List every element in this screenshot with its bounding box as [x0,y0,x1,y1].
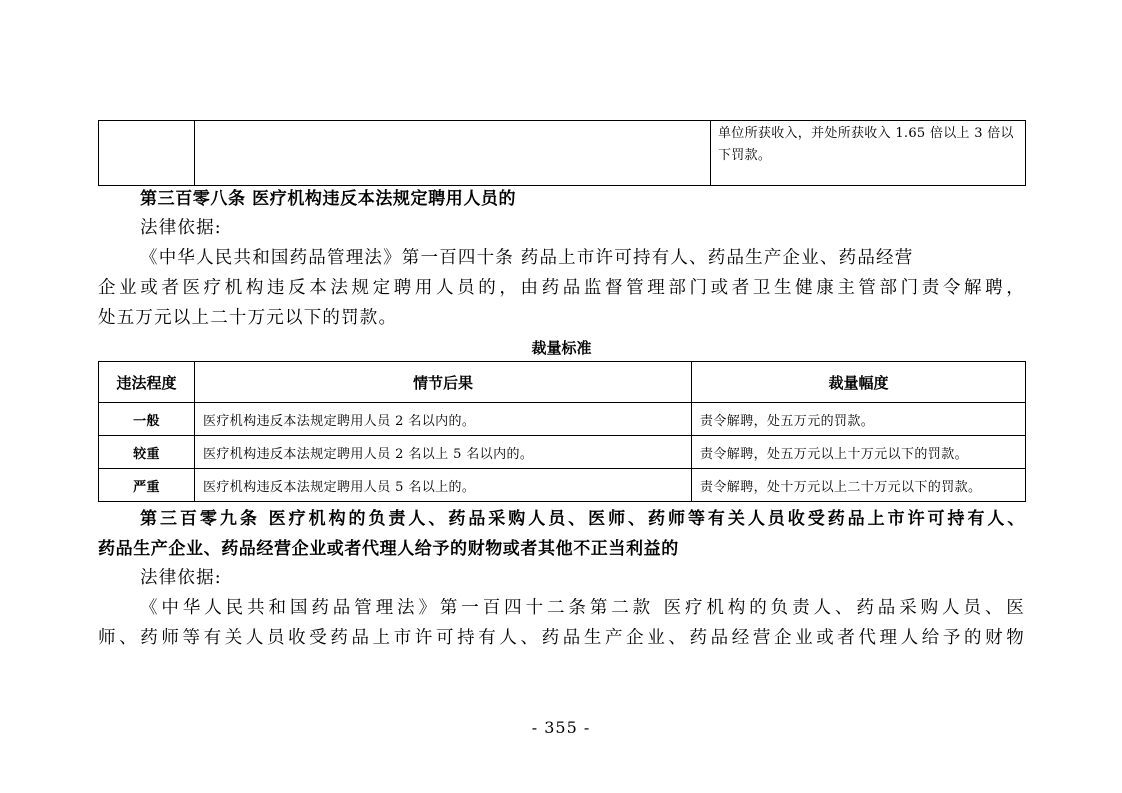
column-header-level: 违法程度 [99,362,195,403]
empty-cell [99,121,195,186]
continuation-table [98,120,1026,186]
article-308-basis-label: 法律依据: [140,218,222,238]
level-cell: 较重 [99,436,195,469]
level-cell: 一般 [99,403,195,436]
article-309-basis-label: 法律依据: [140,568,222,588]
article-309-paragraph-line: 《中华人民共和国药品管理法》第一百四十二条第二款 医疗机构的负责人、药品采购人员、医 [140,598,1025,618]
article-308-paragraph-line: 处五万元以上二十万元以下的罚款。 [98,308,398,328]
penalty-cell: 单位所获收入，并处所获收入 1.65 倍以上 3 倍以下罚款。 [711,121,1026,186]
penalty-cell: 责令解聘，处十万元以上二十万元以下的罚款。 [692,469,1026,502]
circumstance-cell: 医疗机构违反本法规定聘用人员 2 名以上 5 名以内的。 [195,436,692,469]
table-row [99,403,1026,436]
standards-table [98,361,1026,502]
column-header-penalty: 裁量幅度 [692,362,1026,403]
table-row [99,121,1026,186]
circumstance-cell: 医疗机构违反本法规定聘用人员 5 名以上的。 [195,469,692,502]
column-header-circumstance: 情节后果 [195,362,692,403]
penalty-cell: 责令解聘，处五万元的罚款。 [692,403,1026,436]
article-309-title-line: 第三百零九条 医疗机构的负责人、药品采购人员、医师、药师等有关人员收受药品上市许可持有人、 [140,509,1025,529]
penalty-cell: 责令解聘，处五万元以上十万元以下的罚款。 [692,436,1026,469]
standards-caption: 裁量标准 [531,339,592,357]
circumstance-cell: 医疗机构违反本法规定聘用人员 2 名以内的。 [195,403,692,436]
article-308-paragraph-line: 《中华人民共和国药品管理法》第一百四十条 药品上市许可持有人、药品生产企业、药品经营 [140,248,914,268]
table-row [99,436,1026,469]
article-308-paragraph-line: 企业或者医疗机构违反本法规定聘用人员的，由药品监督管理部门或者卫生健康主管部门责令解聘， [98,278,1025,298]
article-308-title: 第三百零八条 医疗机构违反本法规定聘用人员的 [140,189,517,209]
table-header-row [99,362,1026,403]
level-cell: 严重 [99,469,195,502]
article-309-title-line: 药品生产企业、药品经营企业或者代理人给予的财物或者其他不正当利益的 [98,539,679,559]
article-309-paragraph-line: 师、药师等有关人员收受药品上市许可持有人、药品生产企业、药品经营企业或者代理人给予的财物 [98,628,1025,648]
page-number: - 355 - [531,718,591,737]
table-row [99,469,1026,502]
empty-cell [195,121,711,186]
